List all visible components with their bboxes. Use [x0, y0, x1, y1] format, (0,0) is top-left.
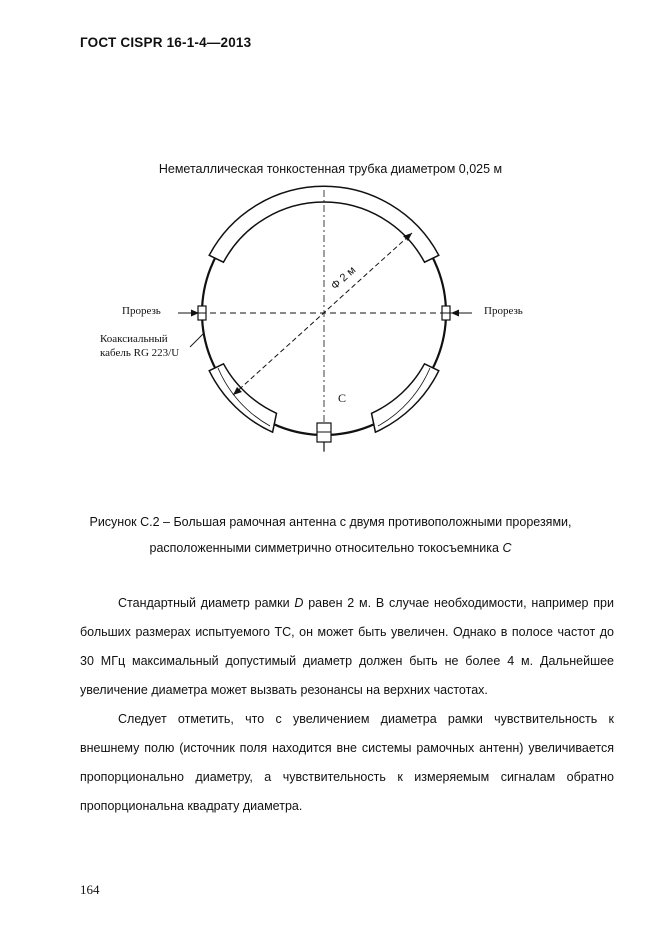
lower-right-tube-shield [372, 364, 439, 432]
center-label: C [338, 391, 347, 405]
caption-line2-italic: С [502, 541, 512, 555]
body-text [80, 589, 614, 821]
figure-title: Неметаллическая тонкостенная трубка диаметром 0,025 м [158, 162, 503, 176]
right-slot-arrow-head [451, 310, 459, 317]
paragraph-1-italic: D [294, 596, 304, 610]
paragraph-1 [80, 589, 614, 705]
coax-label [100, 332, 179, 360]
caption-line2 [40, 535, 621, 561]
slot-label-left: Прорезь [122, 305, 161, 317]
caption-line1: Рисунок С.2 – Большая рамочная антенна с двумя противоположными прорезями, [89, 515, 572, 529]
diameter-line [233, 233, 412, 395]
diameter-label: Φ 2 м [328, 264, 359, 293]
coax-label-line2: кабель RG 223/U [100, 347, 180, 359]
coax-label-line1: Коаксиальный [100, 333, 168, 345]
figure-caption [40, 509, 621, 561]
paragraph-1-part-a: Стандартный диаметр рамки [118, 596, 295, 610]
coax-leader-line [190, 334, 203, 347]
slot-label-right: Прорезь [484, 305, 523, 317]
paragraph-2: Следует отметить, что с увеличением диаметра рамки чувствительность к внешнему полю (источник поля находится вне системы рамочных антенн) увеличивается пропорционально диаметру, а чувствительность к измеряемым сигналам обратно пропорциональна квадрату диаметра. [80, 712, 614, 813]
paragraph-1-part-b: равен 2 м. В случае необходимости, например при больших размерах испытуемого ТС, он может быть увеличен. Однако в полосе частот до 30 МГц максимальный допустимый диаметр должен быть не более 4 м. Дальнейшее увеличение диаметра может вызвать резонансы на верхних частотах. [80, 596, 614, 697]
page-number: 164 [80, 882, 100, 897]
caption-line2-text: расположенными симметрично относительно токосъемника [149, 541, 503, 555]
document-header: ГОСТ CISPR 16-1-4—2013 [80, 35, 252, 50]
lower-left-tube-shield [209, 364, 276, 432]
